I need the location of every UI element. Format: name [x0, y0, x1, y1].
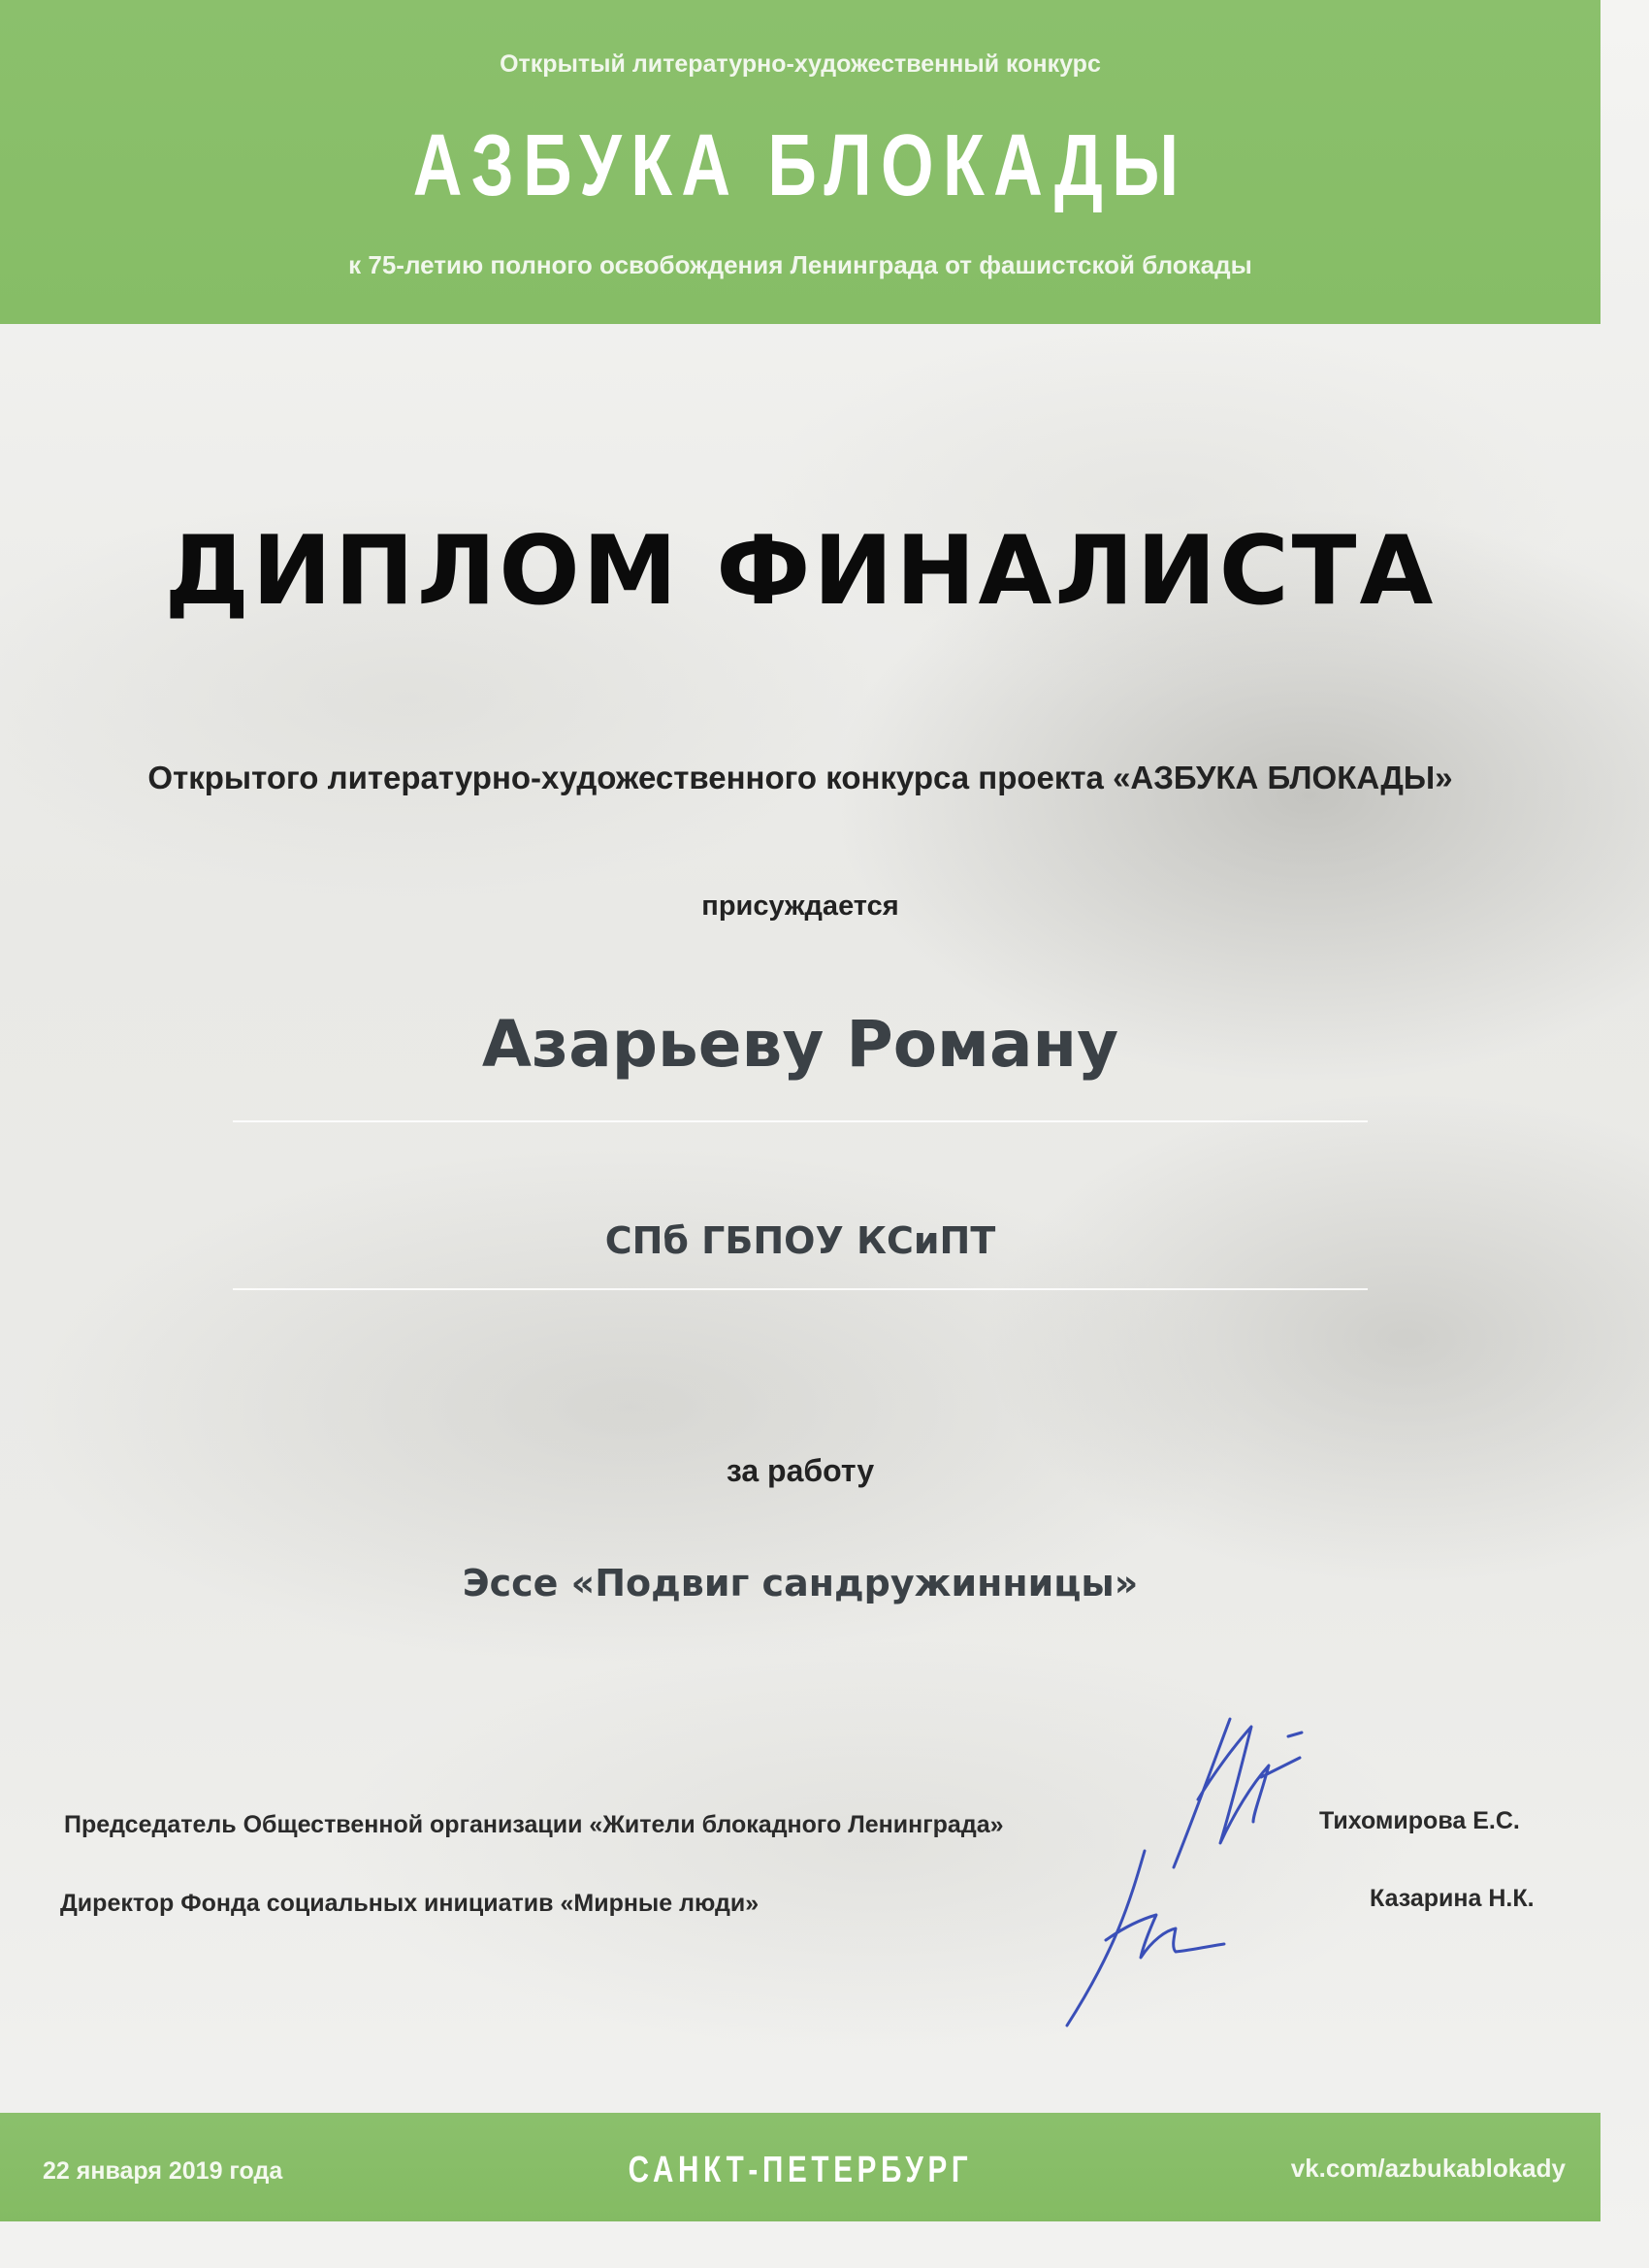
footer-date: 22 января 2019 года	[43, 2157, 283, 2185]
header-subtitle: к 75-летию полного освобождения Ленинграда от фашистской блокады	[348, 250, 1252, 279]
contest-line: Открытого литературно-художественного конкурса проекта «АЗБУКА БЛОКАДЫ»	[147, 760, 1453, 795]
header-title: АЗБУКА БЛОКАДЫ	[412, 117, 1188, 214]
footer-city: САНКТ-ПЕТЕРБУРГ	[628, 2150, 973, 2190]
header-band	[0, 0, 1600, 324]
organization-name: СПб ГБПОУ КСиПТ	[604, 1219, 996, 1262]
organization-underline	[233, 1288, 1368, 1290]
recipient-underline	[233, 1120, 1368, 1122]
recipient-name: Азарьеву Роману	[481, 1007, 1119, 1082]
footer-band	[0, 2113, 1600, 2221]
signatory-1-name: Тихомирова Е.С.	[1319, 1807, 1520, 1834]
header-pretitle: Открытый литературно-художественный конкурс	[500, 50, 1101, 78]
signatory-1-role: Председатель Общественной организации «Жители блокадного Ленинграда»	[64, 1811, 1004, 1838]
work-title: Эссе «Подвиг сандружинницы»	[462, 1562, 1139, 1604]
signatory-2-role: Директор Фонда социальных инициатив «Мирные люди»	[60, 1890, 760, 1917]
for-work-label: за работу	[726, 1453, 875, 1488]
footer-website-link[interactable]: vk.com/azbukablokady	[1290, 2154, 1566, 2183]
awarded-label: присуждается	[701, 891, 899, 922]
diploma-heading: ДИПЛОМ ФИНАЛИСТА	[164, 516, 1437, 627]
signature-2-icon	[1048, 1843, 1242, 2037]
signatory-2-name: Казарина Н.К.	[1370, 1885, 1535, 1912]
